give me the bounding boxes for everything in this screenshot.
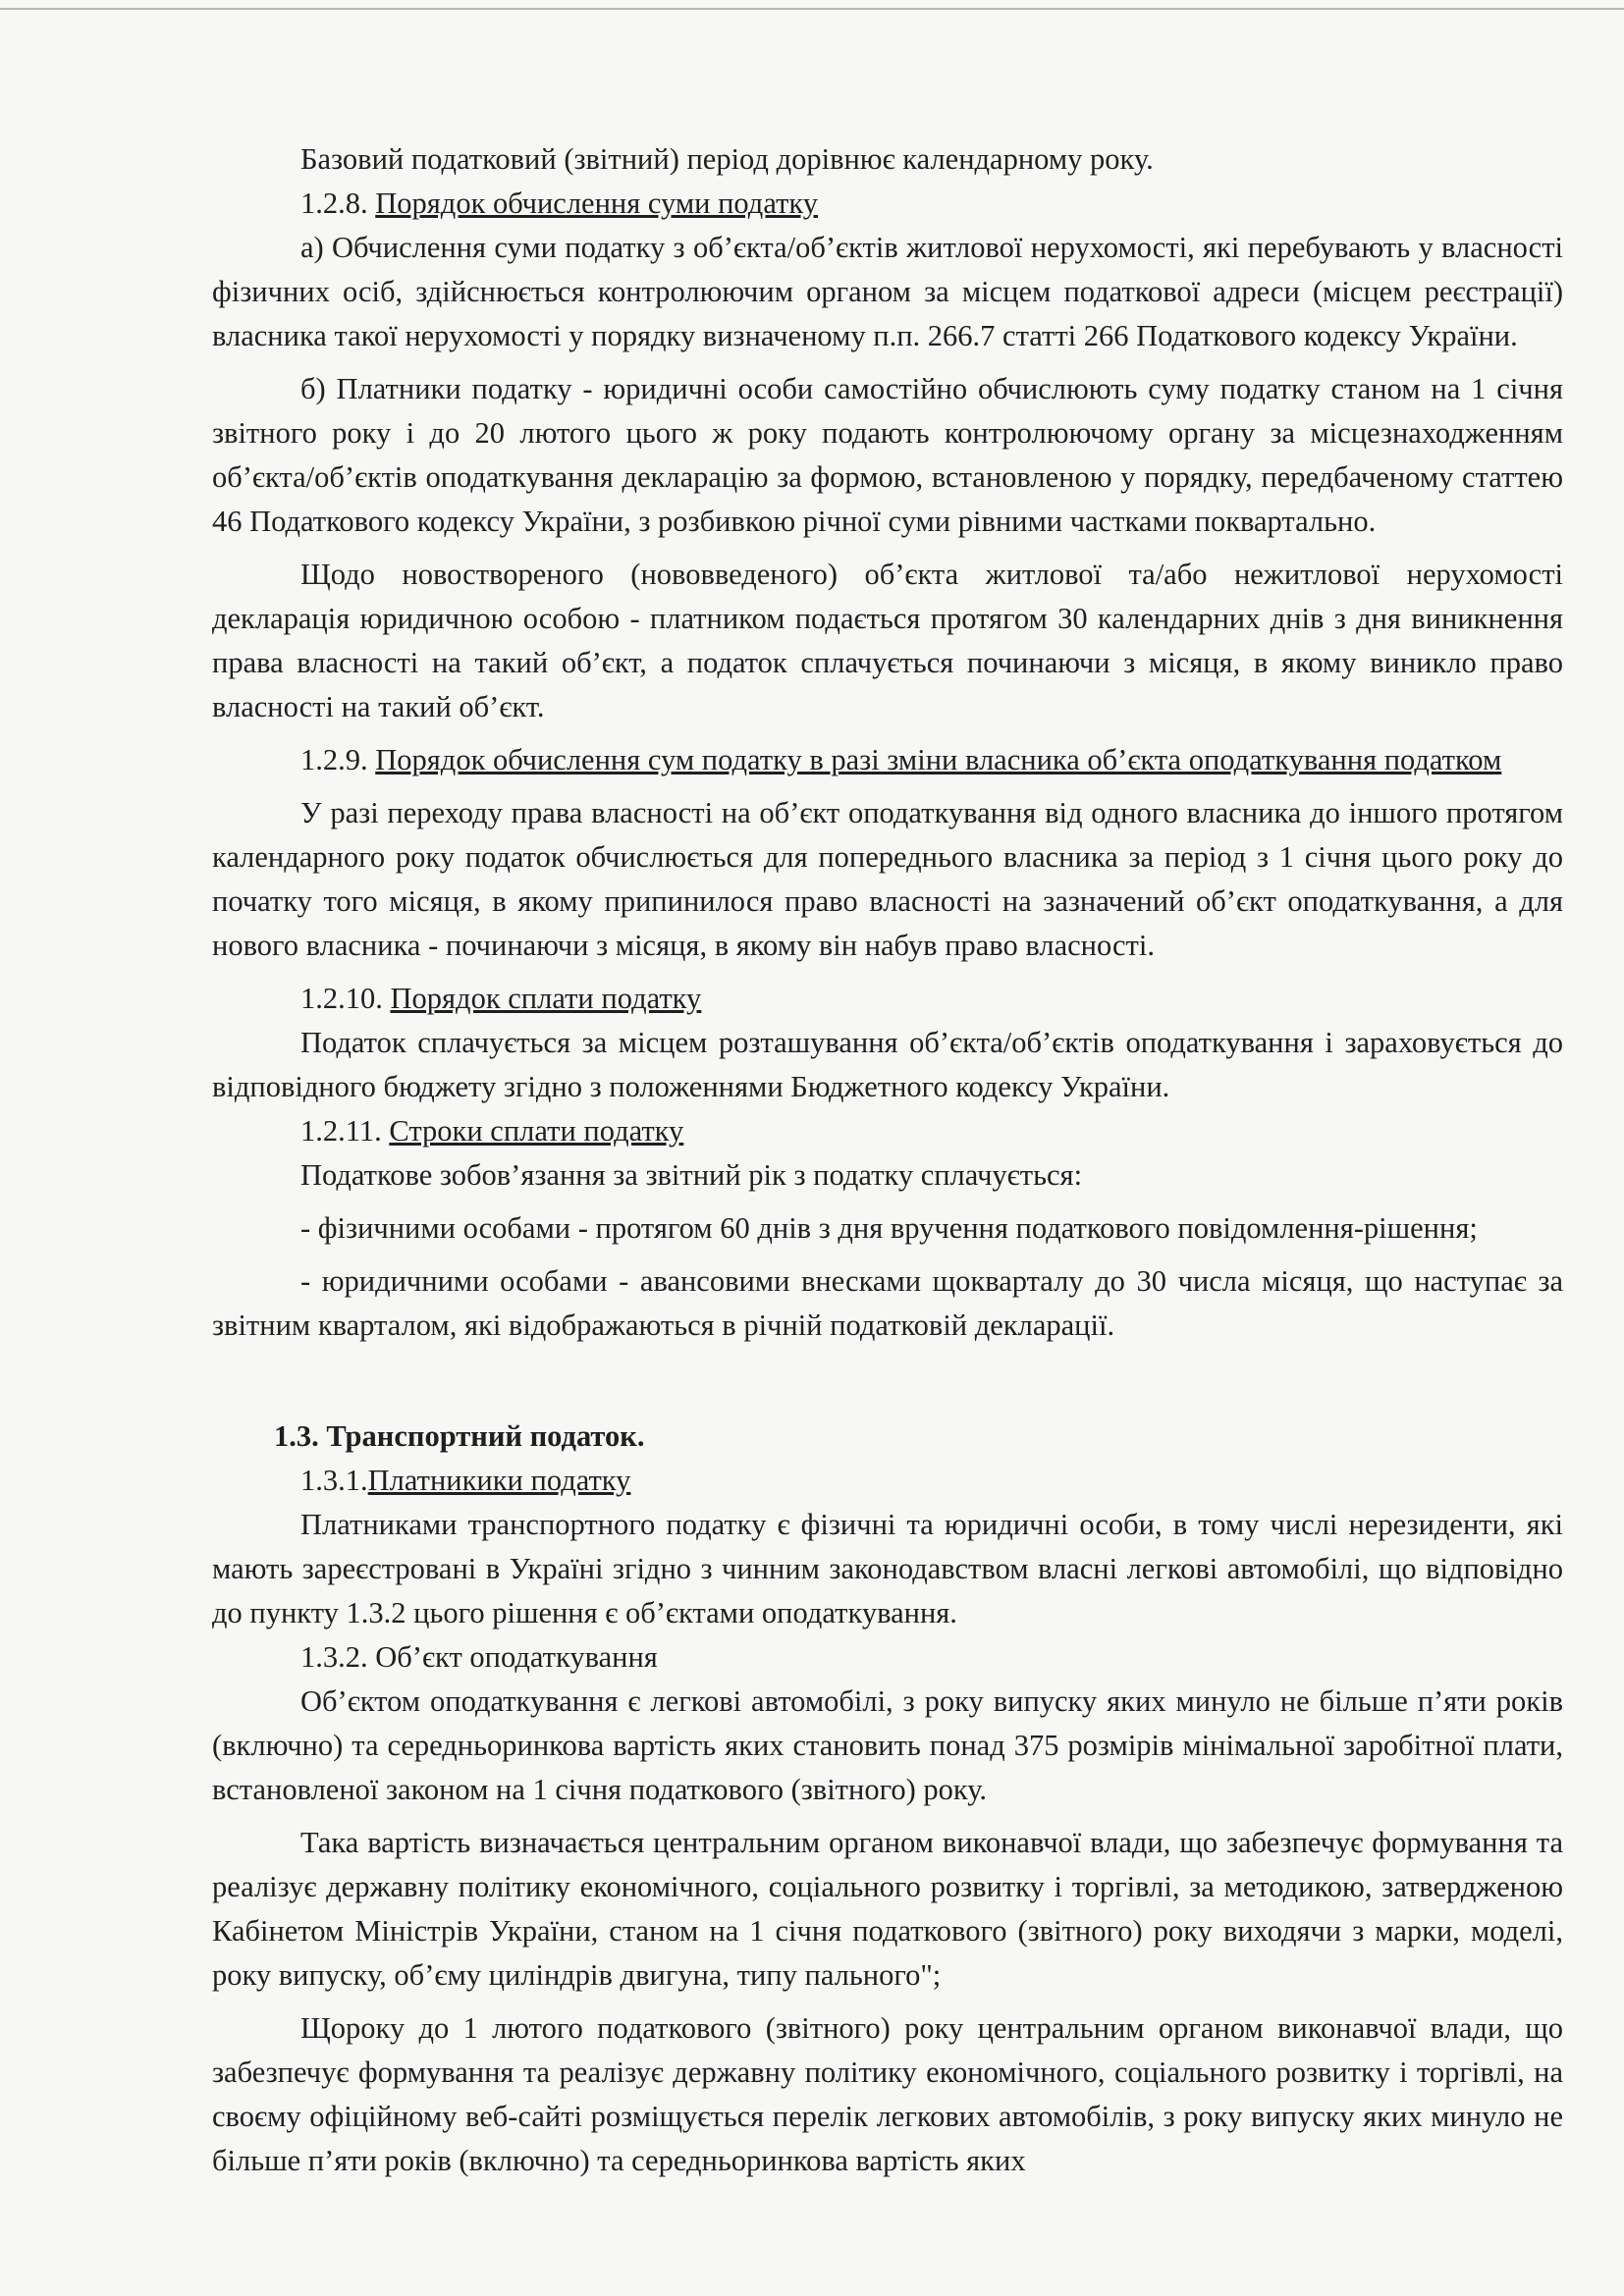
heading-1-2-9-title: Порядок обчислення сум податку в разі зміни власника об’єкта оподаткування податком (375, 743, 1502, 776)
heading-1-2-8 (212, 182, 1563, 226)
paragraph-1-2-8-b: б) Платники податку - юридичні особи самостійно обчислюють суму податку станом на 1 січня звітного року і до 20 лютого цього ж року подають контролюючому органу за місцезнаходженням об’єкта/об’єктів оподаткування декларацію за формою, встановленою у порядку, передбаченому статтею 46 Податкового кодексу України, з розбивкою річної суми рівними частками поквартально. (212, 372, 1563, 538)
heading-1-2-11-number: 1.2.11. (300, 1114, 382, 1148)
heading-1-2-10-number: 1.2.10. (300, 982, 383, 1015)
heading-1-2-8-title: Порядок обчислення суми податку (375, 187, 819, 220)
heading-1-2-11-title: Строки сплати податку (389, 1114, 684, 1148)
heading-1-2-10 (212, 977, 1563, 1021)
document-page (212, 137, 1563, 2183)
paragraph-1-3-1: Платниками транспортного податку є фізичні та юридичні особи, в тому числі нерезиденти, які мають зареєстровані в Україні згідно з чинним законодавством власні легкові автомобілі, що відповідно до пункту 1.3.2 цього рішення є об’єктами оподаткування. (212, 1508, 1563, 1629)
paragraph-1-2-8-a: а) Обчислення суми податку з об’єкта/об’єктів житлової нерухомості, які перебувають у власності фізичних осіб, здійснюється контролюючим органом за місцем податкової адреси (місцем реєстрації) власника такої нерухомості у порядку визначеному п.п. 266.7 статті 266 Податкового кодексу України. (212, 231, 1563, 352)
heading-1-2-10-title: Порядок сплати податку (390, 982, 702, 1015)
paragraph-1-3-2-annual-list: Щороку до 1 лютого податкового (звітного) року центральним органом виконавчої влади, що забезпечує формування та реалізує державну політику економічного, соціального розвитку і торгівлі, на своєму офіційному веб-сайті розміщується перелік легкових автомобілів, з року випуску яких минуло не більше п’яти років (включно) та середньоринкова вартість яких (212, 2011, 1563, 2177)
paragraph-1-2-8-c: Щодо новоствореного (нововведеного) об’єкта житлової та/або нежитлової нерухомості декларація юридичною особою - платником подається протягом 30 календарних днів з дня виникнення права власності на такий об’єкт, а податок сплачується починаючи з місяця, в якому виникло право власності на такий об’єкт. (212, 558, 1563, 723)
heading-1-3-1-title: Платникики податку (367, 1464, 631, 1497)
heading-1-2-9-number: 1.2.9. (300, 743, 368, 776)
heading-1-3-1-number: 1.3.1. (300, 1464, 368, 1497)
section-1-3-title: 1.3. Транспортний податок. (274, 1419, 645, 1453)
paragraph-1-3-2-valuation: Така вартість визначається центральним органом виконавчої влади, що забезпечує формування та реалізує державну політику економічного, соціального розвитку і торгівлі, за методикою, затвердженою Кабінетом Міністрів України, станом на 1 січня податкового (звітного) року виходячи з марки, моделі, року випуску, об’єму циліндрів двигуна, типу пального"; (212, 1826, 1563, 1992)
paragraph-1-3-2-object: Об’єктом оподаткування є легкові автомобілі, з року випуску яких минуло не більше п’яти років (включно) та середньоринкова вартість яких становить понад 375 розмірів мінімальної заробітної плати, встановленої законом на 1 січня податкового (звітного) року. (212, 1684, 1563, 1806)
paragraph-1-2-11-legal-entities: - юридичними особами - авансовими внесками щокварталу до 30 числа місяця, що наступає за звітним кварталом, які відображаються в річній податковій декларації. (212, 1264, 1563, 1342)
heading-1-2-8-number: 1.2.8. (300, 187, 368, 220)
paragraph-1-2-9: У разі переходу права власності на об’єкт оподаткування від одного власника до іншого протягом календарного року податок обчислюється для попереднього власника за період з 1 січня цього року до початку того місяця, в якому припинилося право власності на зазначений об’єкт оподаткування, а для нового власника - починаючи з місяця, в якому він набув право власності. (212, 796, 1563, 962)
heading-1-2-11 (212, 1109, 1563, 1153)
paragraph-1-2-11-individuals: - фізичними особами - протягом 60 днів з дня вручення податкового повідомлення-рішення; (300, 1211, 1478, 1245)
heading-1-3-1 (212, 1459, 1563, 1503)
paragraph-1-2-10: Податок сплачується за місцем розташування об’єкта/об’єктів оподаткування і зараховується до відповідного бюджету згідно з положеннями Бюджетного кодексу України. (212, 1026, 1563, 1103)
heading-1-3-2: 1.3.2. Об’єкт оподаткування (300, 1640, 658, 1674)
base-period-paragraph: Базовий податковий (звітний) період дорівнює календарному року. (300, 142, 1154, 176)
paragraph-1-2-11-intro: Податкове зобов’язання за звітний рік з податку сплачується: (300, 1158, 1083, 1192)
heading-1-2-9 (212, 738, 1563, 782)
scan-top-border (0, 8, 1624, 10)
